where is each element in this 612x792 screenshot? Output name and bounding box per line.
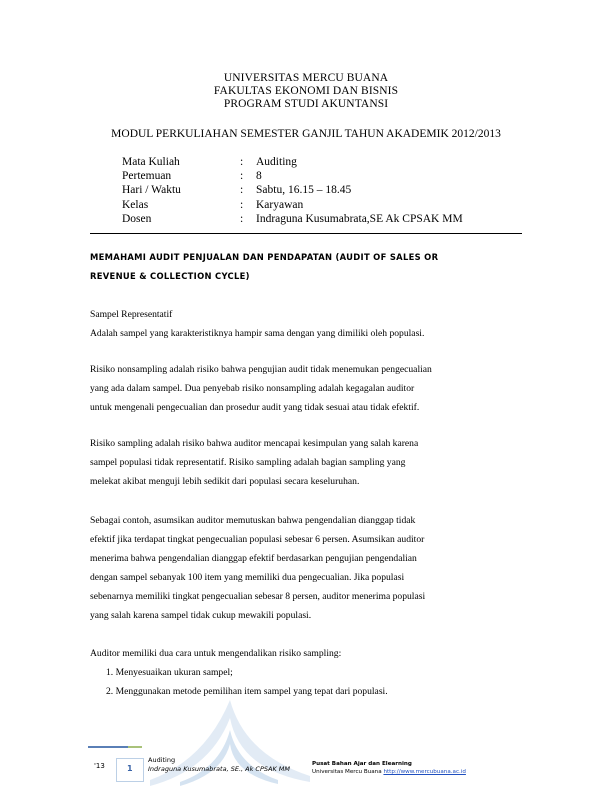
faculty-name: FAKULTAS EKONOMI DAN BISNIS xyxy=(213,85,399,97)
paragraph-line: Risiko nonsampling adalah risiko bahwa pengujian audit tidak menemukan pengecualian xyxy=(90,364,432,375)
footer-year: '13 xyxy=(94,762,105,770)
paragraph-line: yang salah karena sampel tidak cukup mewakili populasi. xyxy=(90,610,312,621)
section-heading xyxy=(90,248,510,286)
paragraph-line: Auditor memiliki dua cara untuk mengendalikan risiko sampling: xyxy=(90,648,342,659)
info-colon: : xyxy=(240,156,244,168)
horizontal-divider xyxy=(90,233,522,234)
page-number: 1 xyxy=(127,764,133,773)
info-colon: : xyxy=(240,170,244,183)
info-colon: : xyxy=(240,212,244,225)
info-row-kelas xyxy=(122,198,463,212)
info-row-dosen xyxy=(122,212,463,226)
paragraph-contoh xyxy=(90,511,510,625)
info-row-mata-kuliah xyxy=(122,155,463,169)
course-info-table xyxy=(122,155,463,226)
info-value: Indraguna Kusumabrata,SE Ak CPSAK MM xyxy=(256,212,463,225)
paragraph-line: Risiko sampling adalah risiko bahwa auditor mencapai kesimpulan yang salah karena xyxy=(90,438,419,449)
info-label: Kelas xyxy=(122,198,149,211)
paragraph-line: untuk mengenali pengecualian dan prosedur audit yang tidak sesuai atau tidak efektif. xyxy=(90,402,420,413)
paragraph-dua-cara xyxy=(90,644,510,701)
paragraph-line: yang ada dalam sampel. Dua penyebab risiko nonsampling adalah kegagalan auditor xyxy=(90,383,415,394)
info-label: Hari / Waktu xyxy=(122,184,181,197)
paragraph-line: efektif jika terdapat tingkat pengecualian populasi sebesar 6 persen. Asumsikan auditor xyxy=(90,534,425,545)
section-heading-line: MEMAHAMI AUDIT PENJUALAN DAN PENDAPATAN (AUDIT OF SALES OR xyxy=(90,252,439,262)
university-name: UNIVERSITAS MERCU BUANA xyxy=(223,72,389,84)
footer-website-link[interactable]: http://www.mercubuana.ac.id xyxy=(383,769,466,775)
mercu-buana-logo-icon xyxy=(150,700,310,790)
paragraph-risiko-sampling xyxy=(90,434,510,491)
paragraph-sampel-representatif xyxy=(90,305,510,343)
footer-institution xyxy=(312,760,466,776)
paragraph-line: sampel populasi tidak representatif. Risiko sampling adalah bagian sampling yang xyxy=(90,457,406,468)
paragraph-line: dengan sampel sebanyak 100 item yang memiliki dua pengecualian. Jika populasi xyxy=(90,572,405,583)
paragraph-line: menerima bahwa pengendalian dianggap efektif berdasarkan pengujian pengendalian xyxy=(90,553,417,564)
footer-accent-line xyxy=(128,746,142,748)
paragraph-line: melekat akibat menguji lebih sedikit dari populasi secara keseluruhan. xyxy=(90,476,360,487)
info-value: 8 xyxy=(256,170,262,183)
footer-center-name: Pusat Bahan Ajar dan Elearning xyxy=(312,761,412,767)
footer-lecturer: Indraguna Kusumabrata, SE., Ak CPSAK MM xyxy=(148,765,290,773)
paragraph-subtitle: Sampel Representatif xyxy=(90,309,173,320)
info-colon: : xyxy=(240,184,244,197)
info-label: Dosen xyxy=(122,212,152,225)
paragraph-line: Adalah sampel yang karakteristiknya hampir sama dengan yang dimiliki oleh populasi. xyxy=(90,328,425,339)
footer-university-line xyxy=(312,768,466,776)
info-label: Mata Kuliah xyxy=(122,156,180,168)
info-row-pertemuan xyxy=(122,169,463,183)
footer-university: Universitas Mercu Buana xyxy=(312,769,382,775)
info-colon: : xyxy=(240,198,244,211)
paragraph-line: Sebagai contoh, asumsikan auditor memutuskan bahwa pengendalian dianggap tidak xyxy=(90,515,416,526)
footer-course-name: Auditing xyxy=(148,756,176,764)
footer-accent-line xyxy=(88,746,128,748)
footer-course-info xyxy=(148,756,290,774)
paragraph-line: sebenarnya memiliki tingkat pengecualian sebesar 8 persen, auditor menerima populasi xyxy=(90,591,426,602)
document-header xyxy=(0,72,612,111)
list-item: 1. Menyesuaikan ukuran sampel; xyxy=(106,667,233,678)
info-value: Sabtu, 16.15 – 18.45 xyxy=(256,184,352,197)
section-heading-line: REVENUE & COLLECTION CYCLE) xyxy=(90,271,250,281)
info-value: Auditing xyxy=(256,156,297,168)
info-label: Pertemuan xyxy=(122,170,172,183)
info-value: Karyawan xyxy=(256,198,304,211)
module-title: MODUL PERKULIAHAN SEMESTER GANJIL TAHUN AKADEMIK 2012/2013 xyxy=(111,128,501,140)
paragraph-risiko-nonsampling xyxy=(90,360,510,417)
program-name: PROGRAM STUDI AKUNTANSI xyxy=(223,98,389,110)
list-item: 2. Menggunakan metode pemilihan item sampel yang tepat dari populasi. xyxy=(106,686,388,697)
info-row-hari-waktu xyxy=(122,183,463,197)
